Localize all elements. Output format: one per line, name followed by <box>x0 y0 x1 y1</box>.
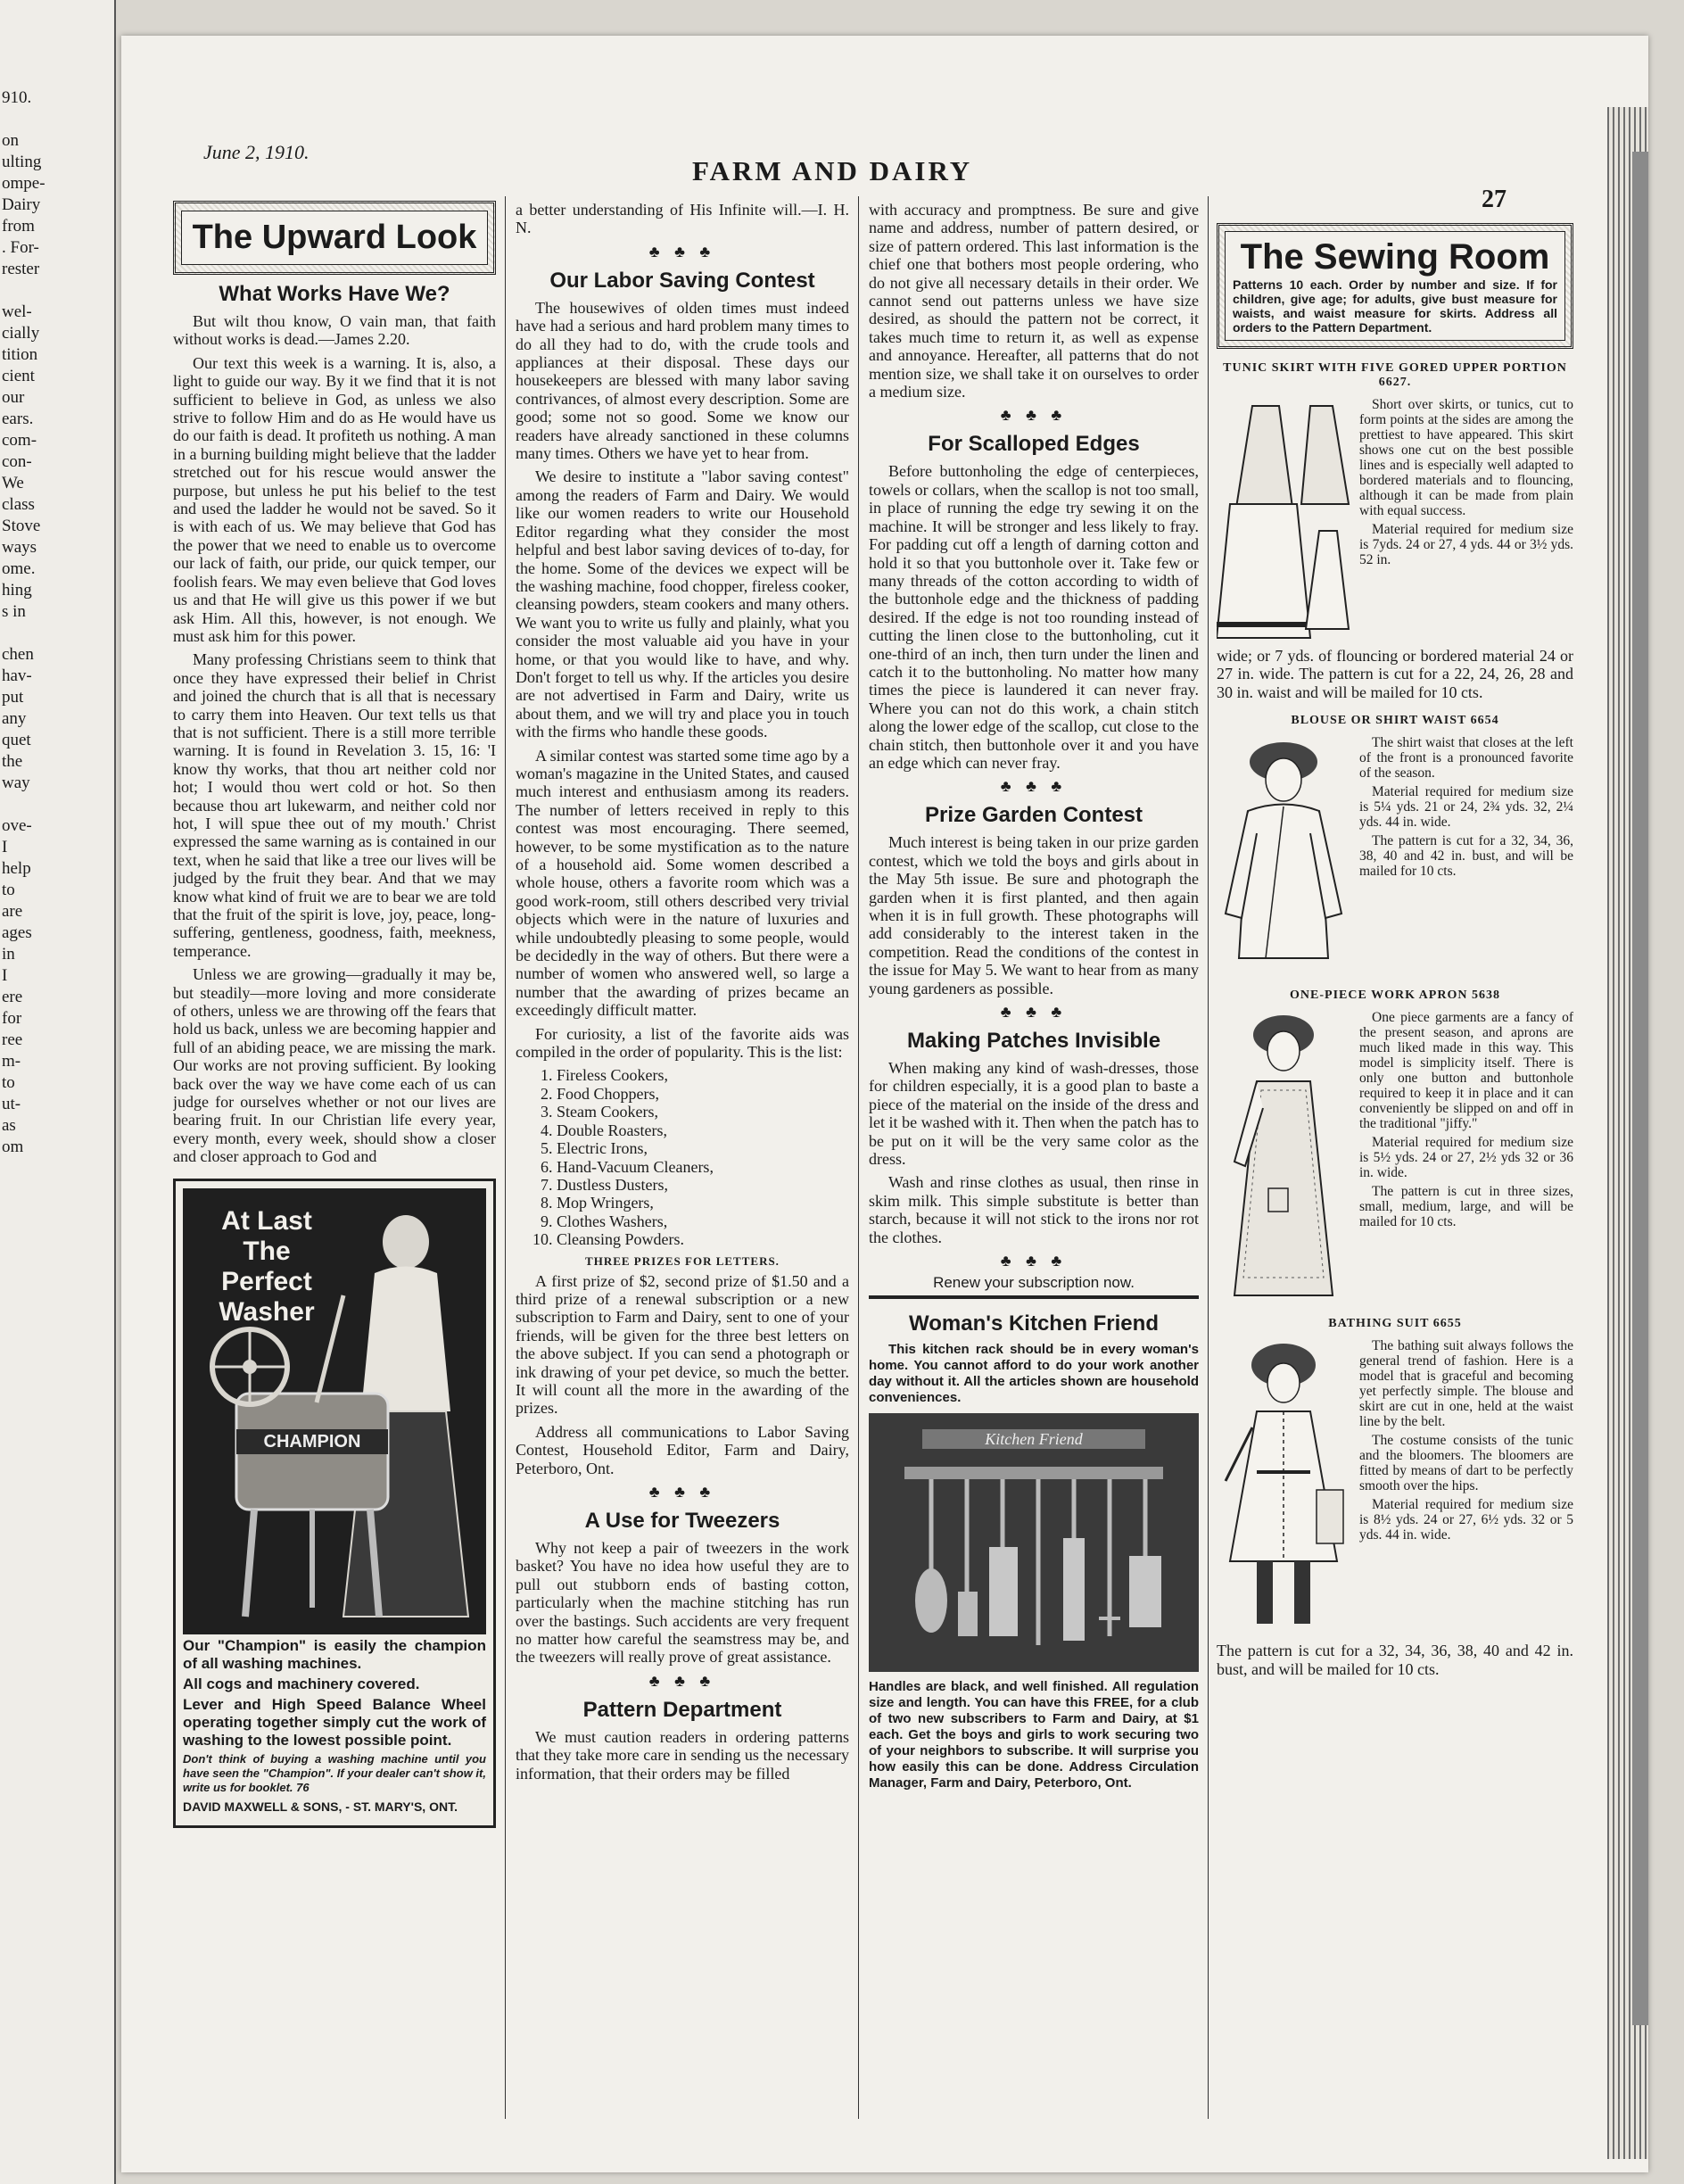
pattern-foot-tunic-skirt: wide; or 7 yds. of flouncing or bordered material 24 or 27 in. wide. The pattern is cut for a 22, 24, 26, 28 and 30 in. waist and will be mailed for 10 cts. <box>1217 647 1573 701</box>
previous-page-fragment: for <box>2 1009 22 1028</box>
previous-page-fragment: ere <box>2 988 23 1006</box>
previous-page-fragment: 910. <box>2 88 32 107</box>
favorite-aid-item: 2. Food Choppers, <box>557 1085 849 1103</box>
ornament-divider: ♣ ♣ ♣ <box>648 1483 716 1501</box>
patches-paragraph: Wash and rinse clothes as usual, then rinse in skim milk. This simple substitute is better than starch, because it will not stick to the irons nor rot the clothes. <box>869 1173 1199 1246</box>
previous-page-fragment: quet <box>2 731 31 749</box>
ornament-divider: ♣ ♣ ♣ <box>648 242 716 261</box>
champion-washer-ad <box>173 1179 496 1828</box>
favorite-aid-item: 9. Clothes Washers, <box>557 1212 849 1230</box>
ad-headline: At Last The Perfect Washer <box>219 1205 315 1327</box>
tunic-skirt-illustration <box>1217 397 1350 647</box>
kitchen-friend-heading: Woman's Kitchen Friend <box>909 1311 1159 1336</box>
column-rule-2 <box>858 196 859 2119</box>
issue-date: June 2, 1910. <box>203 141 310 163</box>
previous-page-fragment: class <box>2 495 35 514</box>
ad-line: Our "Champion" is easily the champion of all washing machines. <box>183 1636 486 1672</box>
previous-page-fragment: m- <box>2 1052 21 1071</box>
pattern-text-bathing-suit <box>1359 1338 1573 1642</box>
pattern-dept-continued: with accuracy and promptness. Be sure and give name and address, number of pattern desired, or size of pattern ordered. This last information is the chief one that bothers most people ordering, who do not give all necessary details in their order. We cannot send out patterns unless we have size desired, as should the pattern not be correct, it takes much time to return it, as well as expense and annoyance. Hereafter, all patterns that do not mention size, we shall take it on ourselves to order a medium size. <box>869 201 1199 401</box>
pattern-paragraph: The pattern is cut for a 32, 34, 36, 38, 40 and 42 in. bust, and will be mailed for 10 cts. <box>1359 833 1573 880</box>
kitchen-rack-graphic <box>869 1413 1199 1672</box>
ornament-divider: ♣ ♣ ♣ <box>648 1671 716 1690</box>
prizes-paragraph: A first prize of $2, second prize of $1.50 and a third prize of a renewal subscription or a new subscription to Farm and Dairy, sent to one of your friends, will be given for the three best letters on the above subject. If you can send a photograph or ink drawing of your pet device, so much the better. It will count all the more in the awarding of the prizes. <box>516 1271 849 1418</box>
scripture-quote: But wilt thou know, O vain man, that faith without works is dead.—James 2.20. <box>173 312 496 349</box>
previous-page-fragment <box>0 623 114 644</box>
previous-page-fragment: tition <box>2 345 38 364</box>
prizes-paragraph: Address all communications to Labor Saving Contest, Household Editor, Farm and Dairy, Peterboro, Ont. <box>516 1422 849 1477</box>
previous-page-fragment: ome. <box>2 559 36 578</box>
sewing-room-note: Patterns 10 each. Order by number and size. If for children, give age; for adults, give bust measure for waists, and waist measure for skirts. Address all orders to the Pattern Department. <box>1233 277 1557 335</box>
pattern-paragraph: Material required for medium size is 5¼ yds. 21 or 24, 2¾ yds. 32, 2¼ yds. 44 in. wide. <box>1359 784 1573 831</box>
pattern-text-shirt-waist <box>1359 735 1573 976</box>
previous-page-fragment: ompe- <box>2 174 45 193</box>
tunic-skirt-graphic <box>1217 397 1350 647</box>
sewing-room-banner <box>1217 223 1573 349</box>
garden-contest-heading: Prize Garden Contest <box>924 803 1143 828</box>
previous-page-fragment: the <box>2 752 23 771</box>
favorite-aid-item: 3. Steam Cookers, <box>557 1103 849 1121</box>
ornament-divider: ♣ ♣ ♣ <box>1000 406 1068 425</box>
labor-paragraph: We desire to institute a "labor saving contest" among the readers of Farm and Dairy. We would like our women readers to write our Household Editor regarding what they consider the most helpful and best labor saving devices of to-day, for the home. Some of the devices we expect will be the washing machine, food chopper, fireless cooker, cleansing powders, steam cookers and many others. We want you to write us fully and plainly, what you consider the most valuable aid you have in your home, or that you would like to have, and why. Don't forget to tell us why. If the articles you desire are not advertised in Farm and Dairy, write us about them, and we will try and place you in touch with the firms who handle these goods. <box>516 467 849 741</box>
garden-paragraph: Much interest is being taken in our prize garden contest, which we told the boys and girls about in the May 5th issue. Be sure and photograph the garden when it is first planted, and then again when it is in full growth. These photographs will add considerably to the interest taken in the competition. Read the conditions of the contest in the issue for May 5. We want to hear from as many young gardeners as possible. <box>869 833 1199 997</box>
washer-illustration <box>183 1188 486 1634</box>
previous-page-fragment: ears. <box>2 410 34 428</box>
previous-page-fragment: cially <box>2 324 40 343</box>
kitchen-friend-intro: This kitchen rack should be in every woman's home. You cannot afford to do your work another day without it. All the articles shown are household conveniences. <box>869 1342 1199 1406</box>
previous-page-fragment: cient <box>2 367 35 385</box>
previous-page-fragment: We <box>2 474 24 492</box>
favorite-aid-item: 1. Fireless Cookers, <box>557 1066 849 1084</box>
previous-page-fragment: to <box>2 881 15 899</box>
upward-look-banner <box>173 201 496 275</box>
work-apron-graphic <box>1217 1010 1350 1304</box>
pattern-title-tunic-skirt: TUNIC SKIRT WITH FIVE GORED UPPER PORTION 6627. <box>1223 361 1567 389</box>
kitchen-friend-box <box>869 1295 1199 1791</box>
pattern-foot-bathing-suit: The pattern is cut for a 32, 34, 36, 38, 40 and 42 in. bust, and will be mailed for 10 cts. <box>1217 1642 1573 1678</box>
previous-page-fragment: to <box>2 1073 15 1092</box>
previous-page-fragment: way <box>2 774 30 792</box>
previous-page-fragment: in <box>2 945 15 964</box>
column-rule-3 <box>1208 196 1209 2119</box>
pattern-paragraph: Material required for medium size is 8½ yds. 24 or 27, 6½ yds. 32 or 5 yds. 44 in. wide. <box>1359 1497 1573 1543</box>
washer-brand-label: CHAMPION <box>263 1431 361 1452</box>
ad-fine-print: Don't think of buying a washing machine until you have seen the "Champion". If your dealer can't show it, write us for booklet. 76 <box>183 1751 486 1794</box>
newspaper-page <box>121 36 1648 2172</box>
upward-look-title: The Upward Look <box>181 211 488 265</box>
previous-page-fragment: help <box>2 859 31 878</box>
previous-page-fragments <box>0 0 114 1158</box>
ad-line: Lever and High Speed Balance Wheel operating together simply cut the work of washing to the lowest possible point. <box>183 1695 486 1749</box>
pattern-title-work-apron: ONE-PIECE WORK APRON 5638 <box>1290 989 1500 1003</box>
patches-heading: Making Patches Invisible <box>906 1029 1161 1054</box>
bathing-suit-graphic <box>1217 1338 1350 1642</box>
favorite-aid-item: 8. Mop Wringers, <box>557 1194 849 1212</box>
pattern-text-tunic-skirt <box>1359 397 1573 647</box>
ad-line: All cogs and machinery covered. <box>183 1675 420 1692</box>
pattern-dept-heading: Pattern Department <box>582 1697 782 1722</box>
upward-paragraph: Our text this week is a warning. It is, also, a light to guide our way. By it we find that it is not sufficient to believe in God, as unless we also strive to follow Him and do as He would have us do our faith is dead. It profiteth us nothing. A man in a burning building might believe that the ladder stretched out for his rescue would answer the purpose, but unless he put his belief to the test and used the ladder he would not be saved. So it is with each of us. We may believe that God has the power that we need to enable us to overcome our lack of faith, our pride, our quick temper, our foolish fears. We may even believe that God loves us and that He will give us this power if we but ask Him. All this, however, is not enough. We must ask him for this power. <box>173 353 496 645</box>
labor-paragraph: The housewives of olden times must indeed have had a serious and hard problem many times to do all they had to do, with the crude tools and appliances at their disposal. These days our housekeepers are blessed with many labor saving contrivances, of almost every description. Some are good; some not so good. Some we know our readers have already sanctioned in these columns many times. Others we have yet to hear from. <box>516 298 849 463</box>
washer-woman-graphic <box>183 1188 486 1634</box>
pattern-work-apron <box>1217 1010 1573 1304</box>
column-3 <box>869 201 1199 2128</box>
what-works-heading: What Works Have We? <box>219 282 450 306</box>
labor-paragraph: A similar contest was started some time ago by a woman's magazine in the United States, and caused much interest and enthusiasm among its readers. The number of letters received in reply to this contest was most encouraging. There seemed, however, to be some mystification as to the nature of a household aid. Some women described a whole house, others a favorite room which was a good work-room, still others described very trivial objects which were in the nature of luxuries and while undoubtedly pleasing to some people, would be decidedly in the way of others. But there were a number of women who answered well, so large a number that the awarding of prizes became an exceedingly difficult matter. <box>516 746 849 1020</box>
previous-page-fragment: ulting <box>2 153 42 171</box>
previous-page-fragment: ages <box>2 923 32 942</box>
tweezers-heading: A Use for Tweezers <box>584 1509 780 1533</box>
upward-paragraph: Many professing Christians seem to think that once they have expressed their belief in Christ and joined the church that is all that is necessary to carry them into Heaven. Our text tells us that that is not sufficient. There is a still more terrible warning. It is found in Revelation 3. 15, 16: 'I know thy works, that thou art neither cold nor hot; I would thou wert cold or hot. So then because thou art lukewarm, and neither cold nor hot, I will spue thee out of my mouth.' Christ expressed the same warning as is contained in our text, when he said that like a tree our lives will be judged by the fruit they bear. And that we may know what kind of fruit we are to bear we are told that the fruit of the spirit is love, joy, peace, long-suffering, gentleness, goodness, faith, meekness, temperance. <box>173 650 496 960</box>
prizes-subheading: THREE PRIZES FOR LETTERS. <box>585 1253 780 1268</box>
sewing-room-title: The Sewing Room <box>1240 237 1550 277</box>
previous-page-fragment: Dairy <box>2 195 41 214</box>
favorite-aids-list <box>516 1066 849 1248</box>
previous-page-fragment: s in <box>2 602 26 621</box>
previous-page-strip <box>0 0 116 2184</box>
previous-page-fragment: put <box>2 688 24 707</box>
previous-page-fragment: as <box>2 1116 16 1135</box>
pattern-paragraph: The costume consists of the tunic and the bloomers. The bloomers are fitted by means of dart to be perfectly smooth over the hips. <box>1359 1433 1573 1494</box>
pattern-text-work-apron <box>1359 1010 1573 1304</box>
labor-saving-heading: Our Labor Saving Contest <box>549 268 815 293</box>
work-apron-illustration <box>1217 1010 1350 1304</box>
bathing-suit-illustration <box>1217 1338 1350 1642</box>
previous-page-fragment: ut- <box>2 1095 21 1113</box>
favorite-aid-item: 4. Double Roasters, <box>557 1121 849 1139</box>
previous-page-fragment: om <box>2 1138 24 1156</box>
pattern-dept-paragraph: We must caution readers in ordering patterns that they take more care in sending us the necessary information, that their orders may be filled <box>516 1727 849 1783</box>
tweezers-paragraph: Why not keep a pair of tweezers in the work basket? You have no idea how useful they are to pull out stubborn ends of basting cotton, particularly when the machine stitching has run over the bastings. Such accidents are very frequent no matter how careful the seamstress may be, and the tweezers will really prove of great assistance. <box>516 1539 849 1667</box>
ornament-divider: ♣ ♣ ♣ <box>1000 1252 1068 1270</box>
pattern-title-shirt-waist: BLOUSE OR SHIRT WAIST 6654 <box>1291 714 1499 728</box>
previous-page-fragment <box>0 280 114 302</box>
pattern-shirt-waist <box>1217 735 1573 976</box>
ornament-divider: ♣ ♣ ♣ <box>1000 1003 1068 1022</box>
labor-paragraph: For curiosity, a list of the favorite aids was compiled in the order of popularity. This is the list: <box>516 1024 849 1062</box>
previous-page-fragment: any <box>2 709 27 728</box>
upward-conclusion: a better understanding of His Infinite will.—I. H. N. <box>516 201 849 237</box>
ad-copy <box>183 1637 486 1816</box>
previous-page-fragment: I <box>2 966 8 985</box>
publication-title: FARM AND DAIRY <box>692 155 973 186</box>
ad-maker: DAVID MAXWELL & SONS, - ST. MARY'S, ONT. <box>183 1799 458 1814</box>
pattern-paragraph: Material required for medium size is 5½ yds. 24 or 27, 2½ yds 32 or 36 in. wide. <box>1359 1135 1573 1181</box>
favorite-aid-item: 7. Dustless Dusters, <box>557 1176 849 1194</box>
previous-page-fragment: hav- <box>2 666 32 685</box>
pattern-paragraph: Material required for medium size is 7yds. 24 or 27, 4 yds. 44 or 3½ yds. 52 in. <box>1359 522 1573 567</box>
pattern-tunic-skirt <box>1217 397 1573 647</box>
previous-page-fragment <box>0 794 114 815</box>
column-rule-1 <box>505 196 506 2119</box>
previous-page-fragment: hing <box>2 581 32 600</box>
page-edge-shadow <box>1632 152 1648 2025</box>
previous-page-fragment: Stove <box>2 517 41 535</box>
previous-page-fragment: wel- <box>2 302 32 321</box>
previous-page-fragment <box>0 109 114 130</box>
pattern-paragraph: The pattern is cut in three sizes, small, medium, large, and will be mailed for 10 cts. <box>1359 1184 1573 1230</box>
previous-page-fragment: chen <box>2 645 34 664</box>
previous-page-fragment: ree <box>2 1030 23 1049</box>
previous-page-fragment: from <box>2 217 35 236</box>
column-1 <box>173 201 496 2128</box>
column-4 <box>1217 223 1573 2132</box>
previous-page-fragment: are <box>2 902 23 921</box>
previous-page-fragment: con- <box>2 452 32 471</box>
previous-page-fragment: . For- <box>2 238 39 257</box>
shirt-waist-graphic <box>1217 735 1350 976</box>
pattern-paragraph: Short over skirts, or tunics, cut to form points at the sides are among the prettiest to have appeared. This skirt shows one cut on the best possible lines and is especially well adapted to bordered materials and to flouncing, although it can be made from plain with equal success. <box>1359 397 1573 518</box>
pattern-paragraph: One piece garments are a fancy of the present season, and aprons are much liked made in this way. This model is simplicity itself. There is only one button and buttonhole required to keep it in place and it can conveniently be slipped on and off in the traditional "jiffy." <box>1359 1010 1573 1132</box>
column-2 <box>516 201 849 2128</box>
pattern-paragraph: The bathing suit always follows the general trend of fashion. Here is a model that is graceful and becoming yet perfectly simple. The blouse and skirt are cut in one, held at the waist line by the belt. <box>1359 1338 1573 1430</box>
previous-page-fragment: I <box>2 838 8 856</box>
kitchen-friend-details: Handles are black, and well finished. All regulation size and length. You can have this FREE, for a club of two new subscribers to Farm and Dairy, at $1 each. Get the boys and girls to work securing two of your neighbors to subscribe. It will surprise you how easily this can be done. Address Circulation Manager, Farm and Dairy, Peterboro, Ont. <box>869 1679 1199 1791</box>
page-number: 27 <box>1482 186 1507 213</box>
pattern-paragraph: The shirt waist that closes at the left of the front is a pronounced favorite of the season. <box>1359 735 1573 782</box>
favorite-aid-item: 5. Electric Irons, <box>557 1139 849 1157</box>
pattern-bathing-suit <box>1217 1338 1573 1642</box>
scalloped-edges-heading: For Scalloped Edges <box>928 432 1140 457</box>
pattern-title-bathing-suit: BATHING SUIT 6655 <box>1328 1317 1462 1331</box>
previous-page-fragment: rester <box>2 260 40 278</box>
patches-paragraph: When making any kind of wash-dresses, those for children especially, it is a good plan to baste a piece of the material on the inside of the dress and let it be washed with it. Then when the patch has to be put on it will be the very same color as the dress. <box>869 1059 1199 1169</box>
renew-subscription-line: Renew your subscription now. <box>933 1274 1135 1292</box>
previous-page-fragment: on <box>2 131 19 150</box>
scalloped-paragraph: Before buttonholing the edge of centerpieces, towels or collars, when the scallop is not too small, in place of running the edge try sewing it on the machine. It will be stronger and less likely to fray. For padding cut off a length of darning cotton and hold it so that you buttonhole over it. Take few or many threads of the cotton according to width of the buttonhole edge and the thickness of padding desired. If the edge is not too rounding instead of cutting the linen close to the buttonholing, cut it one-third of an inch, then turn under the linen and catch it to the buttonholing. No matter how many times the piece is laundered it can never fray. Where you can not do this work, a chain stitch along the lower edge of the scallop, cut close to the chain stitch, then buttonhole over it and you have an edge which can never fray. <box>869 462 1199 772</box>
upward-paragraph: Unless we are growing—gradually it may be, but steadily—more loving and more considerate of others, unless we are throwing off the fears that hold us back, unless we are becoming happier and full of an abiding peace, we are missing the mark. Our works are not proving sufficient. By looking back over the way we have come each of us can judge for ourselves whether or not our lives are bearing fruit. In our Christian life every year, every month, every week, should show a closer and closer approach to God and <box>173 965 496 1166</box>
ornament-divider: ♣ ♣ ♣ <box>1000 777 1068 796</box>
shirt-waist-illustration <box>1217 735 1350 976</box>
kitchen-rack-illustration <box>869 1413 1199 1672</box>
previous-page-fragment: our <box>2 388 25 407</box>
previous-page-fragment: ove- <box>2 816 32 835</box>
favorite-aid-item: 10. Cleansing Powders. <box>557 1230 849 1248</box>
sewing-room-inner <box>1225 231 1565 341</box>
favorite-aid-item: 6. Hand-Vacuum Cleaners, <box>557 1158 849 1176</box>
previous-page-fragment: com- <box>2 431 37 450</box>
previous-page-fragment: ways <box>2 538 37 557</box>
rack-label: Kitchen Friend <box>985 1430 1083 1449</box>
